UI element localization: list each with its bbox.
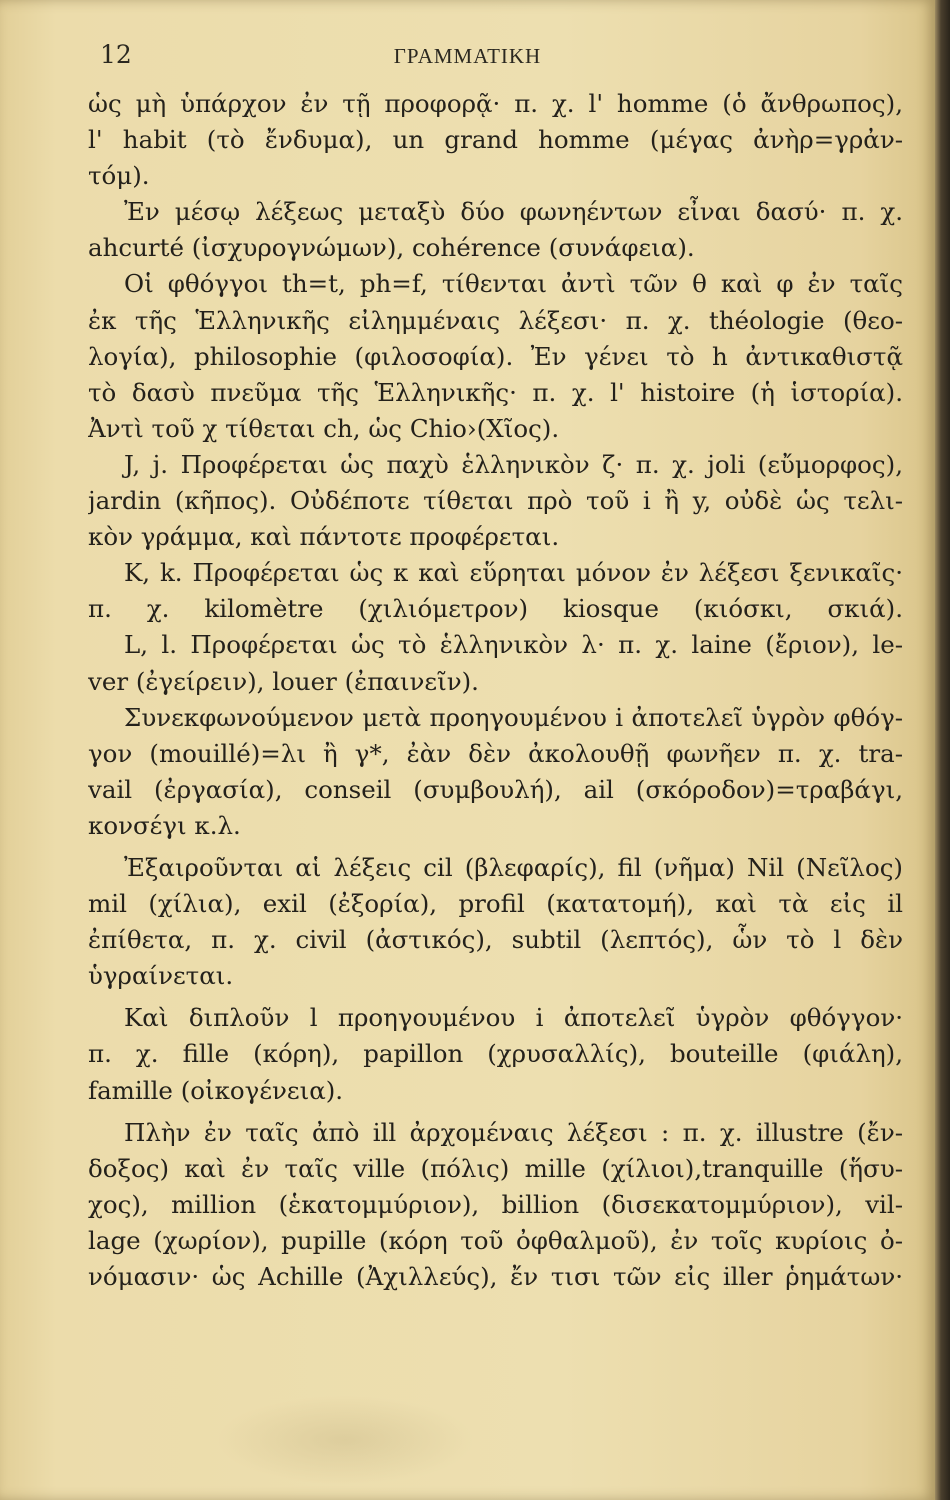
text-line: λογία), philosophie (φιλοσοφία). Ἐν γένει τὸ h ἀντικαθιστᾷ <box>88 341 903 371</box>
text-line: κὸν γράμμα, καὶ πάντοτε προφέρεται. <box>88 522 560 552</box>
text-line: Πλὴν ἐν ταῖς ἀπὸ ill ἀρχομέναις λέξεσι : π. χ. illustre (ἔν- <box>124 1117 903 1147</box>
paper-stain <box>215 1395 475 1485</box>
text-line: χος), million (ἑκατομμύριον), billion (δισεκατομμύριον), vil- <box>88 1189 903 1219</box>
body-text <box>88 86 903 1295</box>
text-line: jardin (κῆπος). Οὐδέποτε τίθεται πρὸ τοῦ i ἢ y, οὐδὲ ὡς τελι- <box>88 486 903 516</box>
page-number: 12 <box>100 40 132 69</box>
text-line: γον (mouillé)=λι ἢ γ*, ἐὰν δὲν ἀκολουθῇ φωνῆεν π. χ. tra- <box>88 738 903 768</box>
text-line: mil (χίλια), exil (ἐξορία), profil (κατατομή), καὶ τὰ εἰς il <box>88 889 903 919</box>
text-line: K, k. Προφέρεται ὡς κ καὶ εὕρηται μόνον ἐν λέξεσι ξενικαῖς· <box>124 558 903 588</box>
text-line: νόμασιν· ὡς Achille (Ἀχιλλεύς), ἔν τισι τῶν εἰς iller ῥημάτων· <box>88 1262 903 1291</box>
text-line: l' habit (τὸ ἔνδυμα), un grand homme (μέγας ἀνὴρ=γρἀν- <box>88 125 903 155</box>
text-line: π. χ. fille (κόρη), papillon (χρυσαλλίς), bouteille (φιάλη), <box>88 1039 903 1069</box>
text-line: Ἐξαιροῦνται αἱ λέξεις cil (βλεφαρίς), fil (νῆμα) Nil (Νεῖλος) <box>124 852 903 882</box>
page-header <box>0 36 935 76</box>
text-line: famille (οἰκογένεια). <box>88 1075 344 1105</box>
text-line: ὡς μὴ ὑπάρχον ἐν τῇ προφορᾷ· π. χ. l' homme (ὁ ἄνθρωπος), <box>88 89 903 118</box>
text-line: Οἱ φθόγγοι th=t, ph=f, τίθενται ἀντὶ τῶν θ καὶ φ ἐν ταῖς <box>124 269 903 299</box>
text-line: τὸ δασὺ πνεῦμα τῆς Ἑλληνικῆς· π. χ. l' histoire (ἡ ἱστορία). <box>88 377 903 407</box>
text-line: κονσέγι κ.λ. <box>88 810 241 840</box>
text-line: Ἀντὶ τοῦ χ τίθεται ch, ὡς Chio›(Χῖος). <box>88 413 560 443</box>
text-line: lage (χωρίον), pupille (κόρη τοῦ ὀφθαλμοῦ), ἐν τοῖς κυρίοις ὀ- <box>88 1225 903 1255</box>
text-line: ahcurté (ἰσχυρογνώμων), cohérence (συνάφεια). <box>88 233 695 263</box>
text-line: ἐπίθετα, π. χ. civil (ἀστικός), subtil (λεπτός), ὧν τὸ l δὲν <box>88 925 903 955</box>
text-line: τόμ). <box>88 161 150 191</box>
text-line: J, j. Προφέρεται ὡς παχὺ ἑλληνικὸν ζ· π. χ. joli (εὔμορφος), <box>124 449 903 479</box>
text-line: Συνεκφωνούμενον μετὰ προηγουμένου i ἀποτελεῖ ὑγρὸν φθόγ- <box>124 702 903 732</box>
page-edge-shadow <box>935 0 950 1500</box>
text-line: vail (ἐργασία), conseil (συμβουλή), ail (σκόροδον)=τραβάγι, <box>88 774 903 804</box>
text-line: π. χ. kilomètre (χιλιόμετρον) kiosque (κιόσκι, σκιά). <box>88 594 903 624</box>
text-line: L, l. Προφέρεται ὡς τὸ ἑλληνικὸν λ· π. χ. laine (ἔριον), le- <box>124 630 903 660</box>
text-line: δοξος) καὶ ἐν ταῖς ville (πόλις) mille (χίλιοι),tranquille (ἥσυ- <box>88 1153 903 1183</box>
running-title: ΓΡΑΜΜΑΤΙΚΗ <box>393 44 542 68</box>
text-line: ὑγραίνεται. <box>88 961 234 991</box>
text-line: Καὶ διπλοῦν l προηγουμένου i ἀποτελεῖ ὑγρὸν φθόγγον· <box>124 1003 903 1033</box>
text-line: ver (ἐγείρειν), louer (ἐπαινεῖν). <box>88 666 479 696</box>
text-line: ἐκ τῆς Ἑλληνικῆς εἰλημμέναις λέξεσι· π. χ. théologie (θεο- <box>88 305 903 335</box>
text-line: Ἐν μέσῳ λέξεως μεταξὺ δύο φωνηέντων εἶναι δασύ· π. χ. <box>124 197 903 227</box>
